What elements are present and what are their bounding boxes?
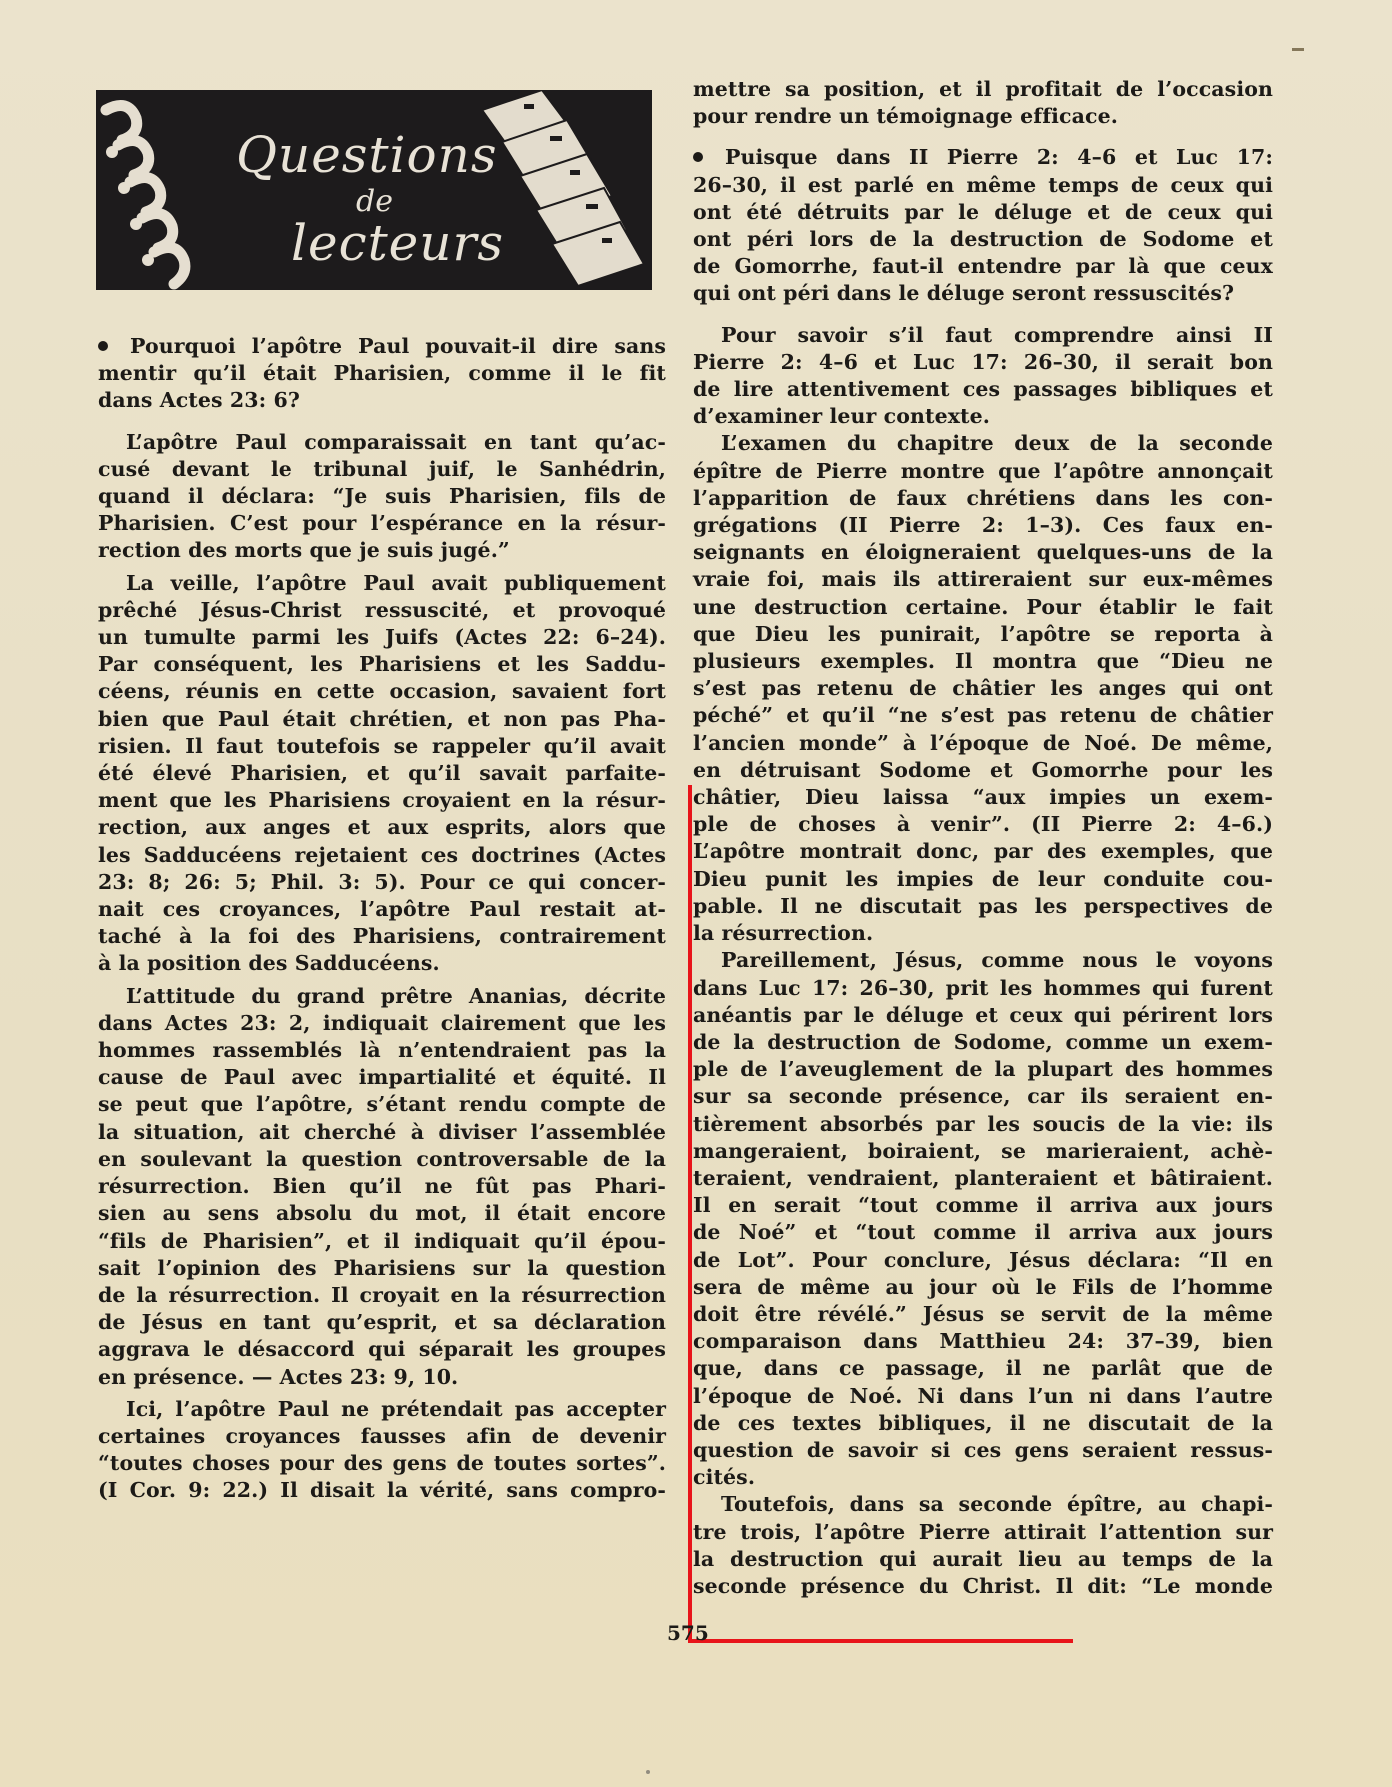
text-line <box>693 784 1273 811</box>
text-line <box>693 376 1273 403</box>
line-text: mettre sa position, et il profitait de l’occasion <box>693 77 1273 101</box>
line-text: doit être révélé.” Jésus se servit de la même <box>693 1301 1273 1326</box>
text-line <box>693 975 1273 1002</box>
banner-title-line2: de <box>356 184 393 219</box>
line-text: en soulevant la question controversable de la <box>98 1146 666 1171</box>
line-text: cause de Paul avec impartialité et équité. Il <box>98 1065 666 1090</box>
text-line <box>98 950 666 977</box>
line-text: Pareillement, Jésus, comme nous le voyons <box>721 948 1273 973</box>
paragraph-gap <box>98 415 666 429</box>
text-line <box>693 566 1273 593</box>
line-text: hommes rassemblés là n’entendraient pas la <box>98 1038 666 1063</box>
text-line <box>98 1255 666 1282</box>
line-text: aggrava le désaccord qui séparait les groupes <box>98 1337 666 1362</box>
banner-title-line3: lecteurs <box>291 214 505 272</box>
question-line <box>98 333 666 360</box>
text-line <box>693 539 1273 566</box>
text-line <box>693 1410 1273 1437</box>
text-line <box>98 1173 666 1200</box>
text-line <box>98 760 666 787</box>
text-line <box>98 651 666 678</box>
text-line <box>693 648 1273 675</box>
line-text: tre trois, l’apôtre Pierre attirait l’attention sur <box>693 1519 1273 1544</box>
text-line <box>693 730 1273 757</box>
line-text: de la résurrection. Il croyait en la résurrection <box>98 1282 666 1307</box>
text-line <box>98 537 666 564</box>
line-text: de Lot”. Pour conclure, Jésus déclara: “Il en <box>693 1247 1273 1272</box>
text-line <box>693 458 1273 485</box>
left-column <box>98 333 666 1505</box>
right-column <box>693 76 1273 1600</box>
line-text: que, dans ce passage, il ne parlât que de <box>693 1356 1273 1381</box>
text-line <box>693 1029 1273 1056</box>
text-line <box>98 1200 666 1227</box>
text-line <box>98 1309 666 1336</box>
text-line <box>98 842 666 869</box>
text-line <box>98 1119 666 1146</box>
line-text: résurrection. Bien qu’il ne fût pas Phari- <box>98 1174 666 1199</box>
line-text: taché à la foi des Pharisiens, contrairement <box>98 924 666 949</box>
text-line <box>98 1423 666 1450</box>
text-line <box>693 811 1273 838</box>
page-number: 575 <box>667 1621 709 1645</box>
text-line <box>693 512 1273 539</box>
line-text: de Jésus en tant qu’esprit, et sa déclaration <box>98 1310 666 1335</box>
envelopes-icon <box>462 90 652 290</box>
line-text: “toutes choses pour des gens de toutes sortes”. <box>98 1451 666 1476</box>
line-text: vraie foi, mais ils attireraient sur eux-mêmes <box>693 567 1273 592</box>
text-line <box>693 349 1273 376</box>
text-line <box>693 76 1273 103</box>
text-line <box>98 1450 666 1477</box>
text-line <box>693 920 1273 947</box>
line-text: la résurrection. <box>693 921 874 946</box>
text-line <box>98 1336 666 1363</box>
line-text: risien. Il faut toutefois se rappeler qu’il avait <box>98 733 666 758</box>
line-text: ple de choses à venir”. (II Pierre 2: 4–6.) <box>693 812 1273 837</box>
line-text: pour rendre un témoignage efficace. <box>693 104 1118 129</box>
line-text: bien que Paul était chrétien, et non pas Pha- <box>98 706 666 731</box>
text-line <box>98 387 666 414</box>
line-text: la situation, ait cherché à diviser l’assemblée <box>98 1119 666 1144</box>
text-line <box>693 1083 1273 1110</box>
text-line <box>693 403 1273 430</box>
text-line <box>693 430 1273 457</box>
line-text: rection des morts que je suis jugé.” <box>98 538 510 563</box>
text-line <box>98 510 666 537</box>
text-line <box>693 594 1273 621</box>
line-text: de la destruction de Sodome, comme un exem- <box>693 1029 1273 1054</box>
line-text: cités. <box>693 1465 756 1490</box>
line-text: 23: 8; 26: 5; Phil. 3: 5). Pour ce qui concer- <box>98 869 666 894</box>
text-line <box>98 678 666 705</box>
line-text: grégations (II Pierre 2: 1–3). Ces faux en- <box>693 513 1273 538</box>
line-text: un tumulte parmi les Juifs (Actes 22: 6–24). <box>98 625 666 650</box>
bullet-icon <box>98 341 108 351</box>
text-line <box>98 814 666 841</box>
line-text: mentir qu’il était Pharisien, comme il le fit <box>98 361 666 386</box>
line-text: Dieu punit les impies de leur conduite cou- <box>693 866 1273 891</box>
text-line <box>693 172 1273 199</box>
line-text: quand il déclara: “Je suis Pharisien, fils de <box>98 484 666 509</box>
question-marks-icon <box>96 90 246 290</box>
text-line <box>693 675 1273 702</box>
text-line <box>693 1165 1273 1192</box>
line-text: Pharisien. C’est pour l’espérance en la résur- <box>98 511 666 536</box>
line-text: seignants en éloigneraient quelques-uns de la <box>693 540 1273 565</box>
text-line <box>693 1192 1273 1219</box>
text-line <box>693 253 1273 280</box>
line-text: sait l’opinion des Pharisiens sur la question <box>98 1255 666 1280</box>
text-line <box>98 787 666 814</box>
text-line <box>98 1282 666 1309</box>
text-line <box>693 1219 1273 1246</box>
text-line <box>693 1328 1273 1355</box>
line-text: sur sa seconde présence, car ils seraient en- <box>693 1084 1273 1109</box>
line-text: Ici, l’apôtre Paul ne prétendait pas accepter <box>126 1396 666 1421</box>
line-text: Pourquoi l’apôtre Paul pouvait-il dire sans <box>130 334 666 358</box>
text-line <box>693 866 1273 893</box>
line-text: de Gomorrhe, faut-il entendre par là que ceux <box>693 254 1273 279</box>
line-text: dans Luc 17: 26–30, prit les hommes qui furent <box>693 975 1273 1000</box>
line-text: La veille, l’apôtre Paul avait publiquement <box>126 570 666 595</box>
text-line <box>98 1228 666 1255</box>
line-text: que Dieu les punirait, l’apôtre se reporta à <box>693 621 1273 646</box>
line-text: épître de Pierre montre que l’apôtre annonçait <box>693 458 1273 483</box>
line-text: 26–30, il est parlé en même temps de ceux qui <box>693 172 1273 197</box>
paragraph-gap <box>693 130 1273 144</box>
line-text: les Sadducéens rejetaient ces doctrines (Actes <box>98 842 666 867</box>
text-line <box>693 1301 1273 1328</box>
text-line <box>693 280 1273 307</box>
banner-title-line1: Questions <box>236 126 498 184</box>
line-text: comparaison dans Matthieu 24: 37–39, bien <box>693 1329 1273 1354</box>
text-line <box>98 1477 666 1504</box>
line-text: l’apparition de faux chrétiens dans les con- <box>693 485 1273 510</box>
line-text: L’apôtre montrait donc, par des exemples, que <box>693 839 1273 864</box>
text-line <box>693 485 1273 512</box>
text-line <box>693 1573 1273 1600</box>
text-line <box>693 1546 1273 1573</box>
line-text: cusé devant le tribunal juif, le Sanhédrin, <box>98 456 666 481</box>
text-line <box>98 1146 666 1173</box>
text-line <box>693 947 1273 974</box>
text-line <box>693 1491 1273 1518</box>
scan-mark <box>1292 48 1304 51</box>
text-line <box>98 706 666 733</box>
text-line <box>693 1383 1273 1410</box>
text-line <box>98 624 666 651</box>
text-line <box>693 1519 1273 1546</box>
text-line <box>693 757 1273 784</box>
line-text: sera de même au jour où le Fils de l’homme <box>693 1274 1273 1299</box>
text-line <box>98 429 666 456</box>
line-text: d’examiner leur contexte. <box>693 404 990 429</box>
line-text: Puisque dans II Pierre 2: 4–6 et Luc 17: <box>725 145 1273 170</box>
line-text: ont péri lors de la destruction de Sodome et <box>693 227 1273 252</box>
line-text: péché” et qu’il “ne s’est pas retenu de châtier <box>693 703 1273 728</box>
line-text: qui ont péri dans le déluge seront ressuscités? <box>693 281 1235 306</box>
line-text: prêché Jésus-Christ ressuscité, et provoqué <box>98 597 666 622</box>
line-text: ment que les Pharisiens croyaient en la résur- <box>98 788 666 813</box>
line-text: rection, aux anges et aux esprits, alors que <box>98 815 666 840</box>
text-line <box>693 1056 1273 1083</box>
paragraph-gap <box>693 308 1273 322</box>
text-line <box>98 597 666 624</box>
text-line <box>98 1396 666 1423</box>
text-line <box>693 1002 1273 1029</box>
line-text: plusieurs exemples. Il montra que “Dieu ne <box>693 649 1273 674</box>
line-text: Toutefois, dans sa seconde épître, au chapi- <box>721 1492 1273 1517</box>
line-text: la destruction qui aurait lieu au temps de la <box>693 1546 1273 1571</box>
line-text: sien au sens absolu du mot, il était encore <box>98 1201 666 1226</box>
line-text: en présence. — Actes 23: 9, 10. <box>98 1364 459 1389</box>
text-line <box>98 733 666 760</box>
text-line <box>98 1364 666 1391</box>
text-line <box>98 360 666 387</box>
line-text: ont été détruits par le déluge et de ceux qui <box>693 199 1273 224</box>
line-text: seconde présence du Christ. Il dit: “Le monde <box>693 1573 1273 1598</box>
banner-title <box>236 116 505 286</box>
text-line <box>98 483 666 510</box>
text-line <box>693 199 1273 226</box>
line-text: teraient, vendraient, planteraient et bâtiraient. <box>693 1165 1273 1190</box>
text-line <box>693 838 1273 865</box>
text-line <box>98 1091 666 1118</box>
text-line <box>693 322 1273 349</box>
text-line <box>693 621 1273 648</box>
text-line <box>98 1010 666 1037</box>
text-line <box>693 1464 1273 1491</box>
text-line <box>693 103 1273 130</box>
line-text: certaines croyances fausses afin de devenir <box>98 1423 666 1448</box>
text-line <box>98 983 666 1010</box>
line-text: mangeraient, boiraient, se marieraient, achè- <box>693 1138 1273 1163</box>
line-text: L’examen du chapitre deux de la seconde <box>721 431 1273 456</box>
line-text: dans Actes 23: 2, indiquait clairement que les <box>98 1010 666 1035</box>
line-text: “fils de Pharisien”, et il indiquait qu’il épou- <box>98 1228 666 1253</box>
text-line <box>98 1037 666 1064</box>
line-text: s’est pas retenu de châtier les anges qui ont <box>693 676 1273 701</box>
text-line <box>693 226 1273 253</box>
line-text: (I Cor. 9: 22.) Il disait la vérité, sans compro- <box>98 1478 666 1503</box>
line-text: nait ces croyances, l’apôtre Paul restait at- <box>98 897 666 922</box>
text-line <box>693 1355 1273 1382</box>
line-text: Pierre 2: 4–6 et Luc 17: 26–30, il serait bon <box>693 349 1273 374</box>
line-text: châtier, Dieu laissa “aux impies un exem- <box>693 785 1273 810</box>
line-text: l’ancien monde” à l’époque de Noé. De même, <box>693 730 1273 755</box>
text-line <box>98 456 666 483</box>
line-text: anéantis par le déluge et ceux qui périrent lors <box>693 1002 1273 1027</box>
line-text: L’attitude du grand prêtre Ananias, décrite <box>126 983 666 1008</box>
text-line <box>693 1138 1273 1165</box>
line-text: dans Actes 23: 6? <box>98 388 300 413</box>
line-text: en détruisant Sodome et Gomorrhe pour les <box>693 757 1273 782</box>
line-text: céens, réunis en cette occasion, savaient fort <box>98 679 666 704</box>
text-line <box>693 1274 1273 1301</box>
text-line <box>693 1247 1273 1274</box>
text-line <box>98 1064 666 1091</box>
line-text: une destruction certaine. Pour établir le fait <box>693 594 1273 619</box>
text-line <box>693 1437 1273 1464</box>
line-text: question de savoir si ces gens seraient ressus- <box>693 1437 1273 1462</box>
question-line <box>693 144 1273 171</box>
text-line <box>98 869 666 896</box>
text-line <box>693 893 1273 920</box>
line-text: de Noé” et “tout comme il arriva aux jours <box>693 1220 1273 1245</box>
bullet-icon <box>693 152 703 162</box>
text-line <box>98 923 666 950</box>
scan-speck <box>646 1770 650 1774</box>
text-line <box>693 1111 1273 1138</box>
text-line <box>693 702 1273 729</box>
line-text: à la position des Sadducéens. <box>98 951 440 976</box>
questions-de-lecteurs-banner <box>96 90 652 290</box>
line-text: Il en serait “tout comme il arriva aux jours <box>693 1193 1273 1218</box>
line-text: ple de l’aveuglement de la plupart des hommes <box>693 1057 1273 1082</box>
text-line <box>98 896 666 923</box>
line-text: Par conséquent, les Pharisiens et les Saddu- <box>98 652 666 677</box>
line-text: de lire attentivement ces passages bibliques et <box>693 377 1273 402</box>
line-text: de ces textes bibliques, il ne discutait de la <box>693 1410 1273 1435</box>
text-line <box>98 570 666 597</box>
line-text: Pour savoir s’il faut comprendre ainsi II <box>721 322 1273 347</box>
line-text: L’apôtre Paul comparaissait en tant qu’ac- <box>126 429 666 454</box>
line-text: tièrement absorbés par les soucis de la vie: ils <box>693 1111 1273 1136</box>
line-text: pable. Il ne discutait pas les perspectives de <box>693 893 1273 918</box>
line-text: été élevé Pharisien, et qu’il savait parfaite- <box>98 761 666 786</box>
line-text: se peut que l’apôtre, s’étant rendu compte de <box>98 1092 666 1117</box>
line-text: l’époque de Noé. Ni dans l’un ni dans l’autre <box>693 1383 1273 1408</box>
